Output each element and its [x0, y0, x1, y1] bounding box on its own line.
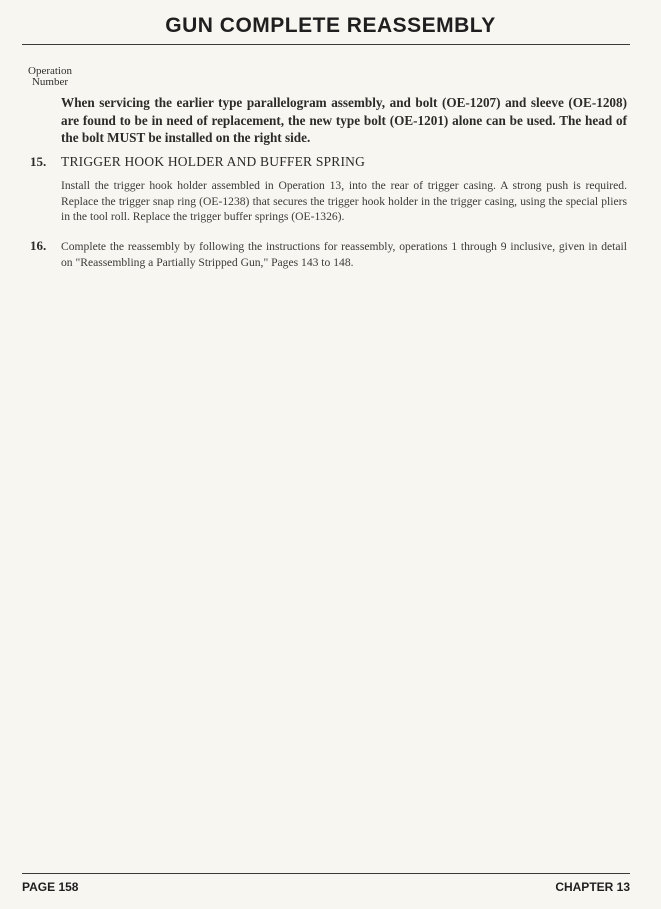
operation-label-line-2: Number [31, 76, 69, 88]
intro-paragraph: When servicing the earlier type parallelogram assembly, and bolt (OE-1207) and sleeve (OE-1208) are found to be in need of replacement, the new type bolt (OE-1201) alone can be used. The head of the bolt MUST be installed on the right side. [61, 95, 627, 145]
operation-16-number: 16. [30, 238, 47, 253]
page-number: PAGE 158 [22, 880, 79, 894]
title-divider [22, 44, 630, 45]
operation-15-body: Install the trigger hook holder assembled in Operation 13, into the rear of trigger casing. A strong push is required. Replace the trigger snap ring (OE-1238) that secures the trigger hook holder in the trigger casing, using the special pliers in the tool roll. Replace the trigger buffer springs (OE-1326). [61, 179, 627, 224]
operation-label-line-1: Operation [28, 65, 72, 77]
operation-number-label [20, 66, 80, 88]
operation-15-number: 15. [30, 154, 47, 169]
operation-15-heading: TRIGGER HOOK HOLDER AND BUFFER SPRING [61, 154, 366, 169]
footer-divider [22, 873, 630, 874]
chapter-label: CHAPTER 13 [555, 880, 630, 894]
page-title: GUN COMPLETE REASSEMBLY [165, 14, 496, 37]
operation-16-body: Complete the reassembly by following the instructions for reassembly, operations 1 through 9 inclusive, given in detail on "Reassembling a Partially Stripped Gun," Pages 143 to 148. [61, 240, 627, 269]
